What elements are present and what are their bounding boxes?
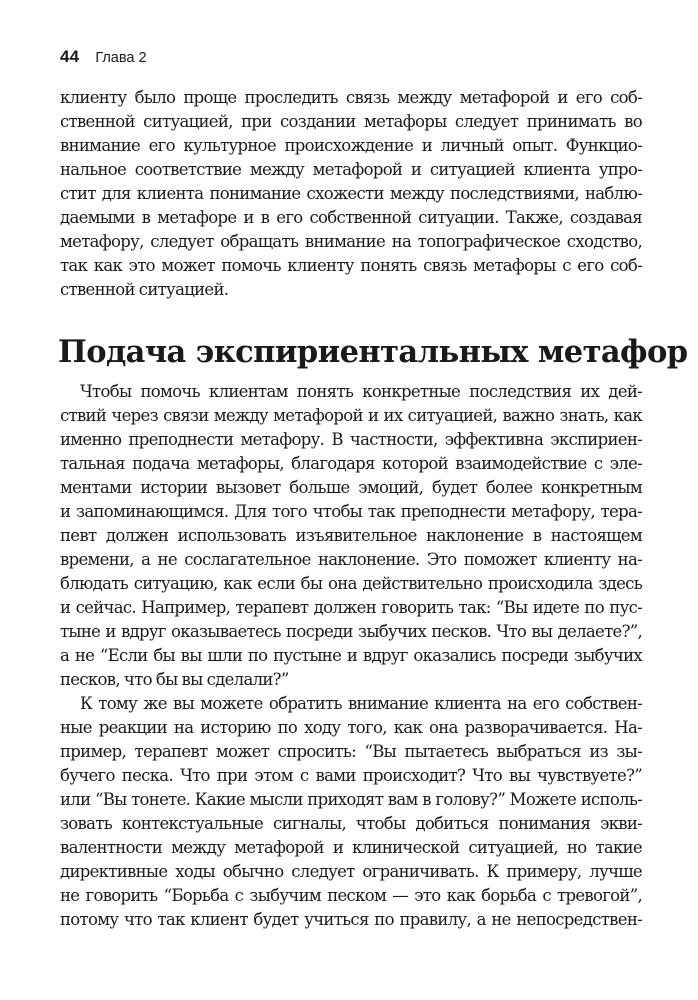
text-line: и сейчас. Например, терапевт должен говорить так: “Вы идете по пус- <box>60 598 642 617</box>
text-line: времени, а не сослагательное наклонение. Это поможет клиенту на- <box>60 550 642 569</box>
chapter-label: Глава 2 <box>95 50 147 66</box>
text-line: и запоминающимся. Для того чтобы так преподнести метафору, тера- <box>60 502 642 521</box>
body-paragraph-2 <box>60 692 642 932</box>
text-line: стит для клиента понимание схожести между последствиями, наблю- <box>60 184 642 203</box>
text-line: Чтобы помочь клиентам понять конкретные последствия их дей- <box>80 382 642 401</box>
text-line: клиенту было проще проследить связь между метафорой и его соб- <box>60 88 642 107</box>
text-line: или “Вы тонете. Какие мысли приходят вам в голову?” Можете исполь- <box>60 790 642 809</box>
text-line: К тому же вы можете обратить внимание клиента на его собствен- <box>80 694 642 713</box>
body-paragraph-1 <box>60 380 642 692</box>
text-line: не говорить “Борьба с зыбучим песком — это как борьба с тревогой”, <box>60 886 642 905</box>
text-line: так как это может помочь клиенту понять связь метафоры с его соб- <box>60 256 642 275</box>
text-line: потому что так клиент будет учиться по правилу, а не непосредствен- <box>60 910 642 929</box>
text-line: валентности между метафорой и клинической ситуацией, но такие <box>60 838 642 857</box>
text-line: певт должен использовать изъявительное наклонение в настоящем <box>60 526 642 545</box>
text-line: нальное соответствие между метафорой и ситуацией клиента упро- <box>60 160 642 179</box>
text-line: тыне и вдруг оказываетесь посреди зыбучих песков. Что вы делаете?”, <box>60 622 642 641</box>
text-line: ментами истории вызовет больше эмоций, будет более конкретным <box>60 478 642 497</box>
page-number: 44 <box>60 47 80 66</box>
text-line: именно преподнести метафору. В частности, эффективна экспириен- <box>60 430 642 449</box>
text-line: пример, терапевт может спросить: “Вы пытаетесь выбраться из зы- <box>60 742 642 761</box>
text-line: ствий через связи между метафорой и их ситуацией, важно знать, как <box>60 406 642 425</box>
text-line: ные реакции на историю по ходу того, как она разворачивается. На- <box>60 718 642 737</box>
text-line: зовать контекстуальные сигналы, чтобы добиться понимания экви- <box>60 814 642 833</box>
text-line: блюдать ситуацию, как если бы она действительно происходила здесь <box>60 574 642 593</box>
text-line: метафору, следует обращать внимание на топографическое сходство, <box>60 232 642 251</box>
text-line: а не “Если бы вы шли по пустыне и вдруг оказались посреди зыбучих <box>60 646 642 665</box>
text-line: ственной ситуацией. <box>60 280 229 299</box>
section-heading: Подача экспириентальных метафор <box>58 334 688 370</box>
text-line: песков, что бы вы сделали?” <box>60 670 289 689</box>
text-line: тальная подача метафоры, благодаря которой взаимодействие с эле- <box>60 454 642 473</box>
text-line: бучего песка. Что при этом с вами происходит? Что вы чувствуете?” <box>60 766 642 785</box>
text-line: внимание его культурное происхождение и личный опыт. Функцио- <box>60 136 642 155</box>
text-line: ственной ситуацией, при создании метафоры следует принимать во <box>60 112 642 131</box>
text-line: директивные ходы обычно следует ограничивать. К примеру, лучше <box>60 862 642 881</box>
text-line: даемыми в метафоре и в его собственной ситуации. Также, создавая <box>60 208 642 227</box>
intro-paragraph <box>60 86 642 302</box>
running-header <box>60 47 147 69</box>
